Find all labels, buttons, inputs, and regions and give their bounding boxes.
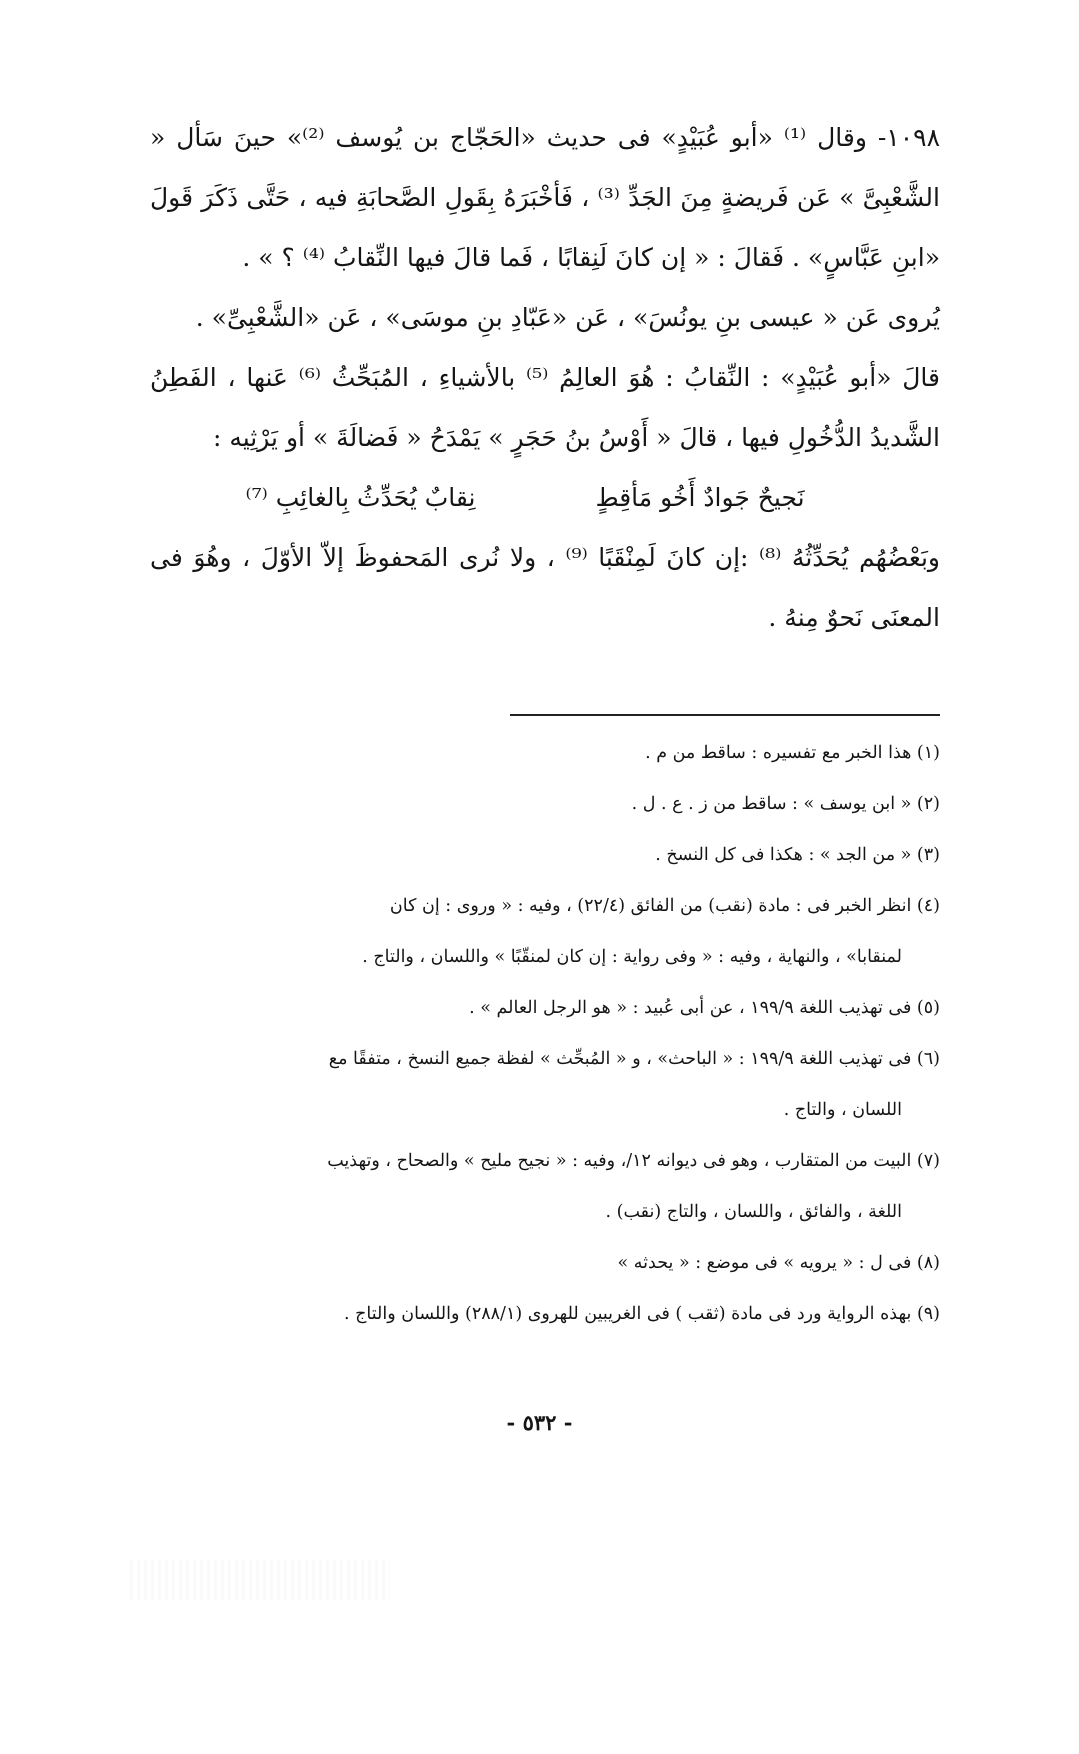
scan-artifact: [130, 1560, 390, 1600]
footnote-4-continuation: لمنقابا» ، والنهاية ، وفيه : « وفى رواية : إن كان لمنقّبًا » واللسان ، والتاج .: [362, 947, 902, 967]
footnotes: [150, 728, 940, 1340]
footnote-2: (٢) « ابن يوسف » : ساقط من ز . ع . ل .: [631, 794, 940, 814]
footnote-3: (٣) « من الجد » : هكذا فى كل النسخ .: [655, 845, 940, 865]
footnote-1: (١) هذا الخبر مع تفسيره : ساقط من م .: [645, 743, 940, 763]
footnote-5: (٥) فى تهذيب اللغة ١٩٩/٩ ، عن أبى عُبيد : « هو الرجل العالم » .: [469, 998, 940, 1018]
footnote-7-continuation: اللغة ، والفائق ، واللسان ، والتاج (نقب) .: [605, 1202, 902, 1222]
paragraph-entry-1098: ١٠٩٨- وقال ⁽¹⁾ «أبو عُبَيْدٍ» فى حديث «الحَجّاج بن يُوسف ⁽²⁾» حينَ سَأل « الشَّعْبِىَّ » عَن فَريضةٍ مِنَ الجَدِّ ⁽³⁾ ، فَأخْبَرَهُ بِقَولِ الصَّحابَةِ فيه ، حَتَّى ذَكَرَ قَولَ «ابنِ عَبَّاسٍ» . فَقالَ : « إن كانَ لَنِقابًا ، فَما قالَ فيها النِّقابُ ⁽⁴⁾ ؟ » .: [150, 123, 940, 272]
footnote-7: (٧) البيت من المتقارب ، وهو فى ديوانه ١٢/، وفيه : « نجيح مليح » والصحاح ، وتهذيب: [327, 1151, 940, 1171]
footnote-separator: [510, 714, 940, 716]
verse-second-hemistich: نِقابٌ يُحَدِّثُ بِالغائِبِ ⁽⁷⁾: [245, 483, 476, 512]
poetry-verse: [150, 468, 940, 528]
paragraph-commentary: قالَ «أبو عُبَيْدٍ» : النِّقابُ : هُوَ العالِمُ ⁽⁵⁾ بالأشياءِ ، المُبَحِّثُ ⁽⁶⁾ عَنها ، الفَطِنُ الشَّديدُ الدُّخُولِ فيها ، قالَ « أَوْسُ بنُ حَجَرٍ » يَمْدَحُ « فَضالَةَ » أو يَرْثِيه :: [150, 363, 940, 452]
main-text: [150, 108, 940, 648]
paragraph-isnad: يُروى عَن « عيسى بنِ يونُسَ» ، عَن «عَبّادِ بنِ موسَى» ، عَن «الشَّعْبِىِّ» .: [195, 303, 940, 332]
footnote-8: (٨) فى ل : « يرويه » فى موضع : « يحدثه »: [617, 1253, 940, 1273]
footnote-6-continuation: اللسان ، والتاج .: [783, 1100, 902, 1120]
footnote-6: (٦) فى تهذيب اللغة ١٩٩/٩ : « الباحث» ، و « المُبحِّث » لفظة جميع النسخ ، متفقًا مع: [328, 1049, 940, 1069]
footnote-4: (٤) انظر الخبر فى : مادة (نقب) من الفائق (٢٢/٤) ، وفيه : « وروى : إن كان: [389, 896, 940, 916]
footnote-9: (٩) بهذه الرواية ورد فى مادة (ثقب ) فى الغريبين للهروى (٢٨٨/١) واللسان والتاج .: [343, 1304, 940, 1324]
paragraph-variant: وبَعْضُهُم يُحَدِّثُهُ ⁽⁸⁾ :إن كانَ لَمِنْقَبًا ⁽⁹⁾ ، ولا نُرى المَحفوظَ إلاّ الأوّلَ ، وهُوَ فى المعنَى نَحوٌ مِنهُ .: [150, 543, 941, 632]
page-number: - ٥٣٢ -: [506, 1410, 573, 1435]
verse-first-hemistich: نَجيحٌ جَوادٌ أَخُو مَأقِطٍ: [595, 483, 805, 512]
